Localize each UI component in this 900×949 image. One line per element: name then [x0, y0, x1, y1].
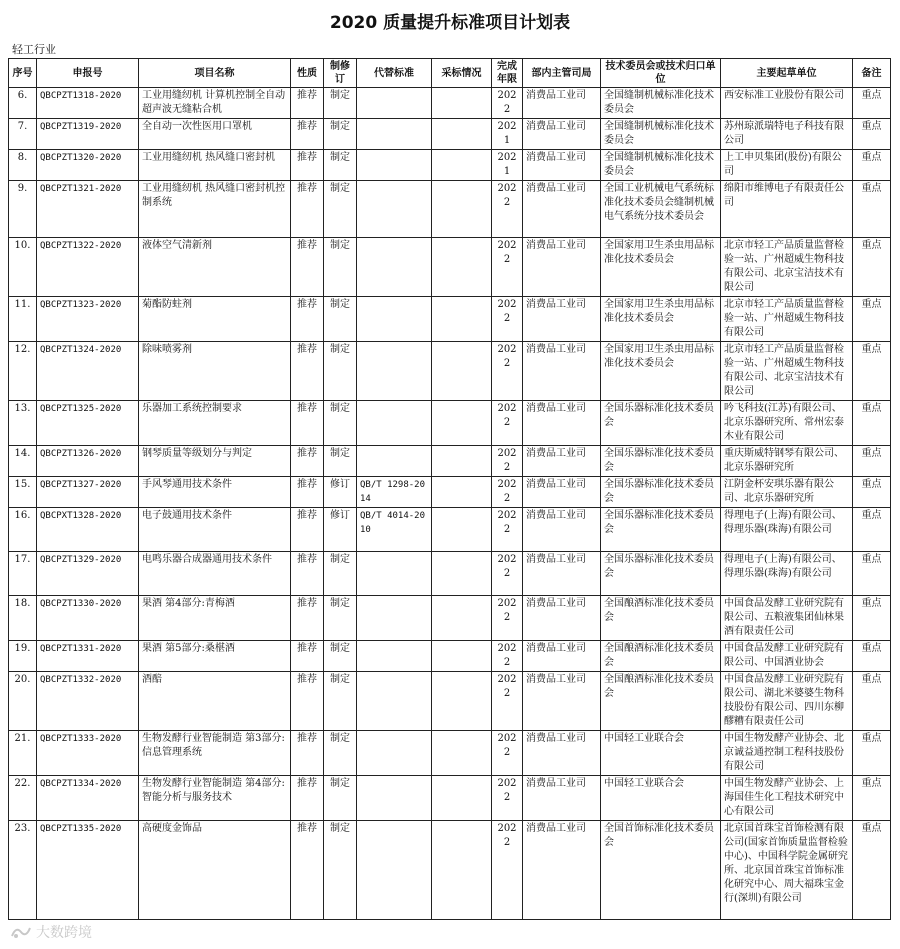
cell-replaced-standard: [357, 342, 432, 401]
cell-department: 消费品工业司: [523, 596, 601, 641]
cell-drafting-units: 得理电子(上海)有限公司、得理乐器(珠海)有限公司: [721, 508, 853, 552]
header-no: 序号: [9, 59, 37, 88]
cell-note: 重点: [853, 238, 891, 297]
table-row: [9, 181, 891, 238]
cell-drafting-units: 江阴金杯安琪乐器有限公司、北京乐器研究所: [721, 477, 853, 508]
cell-drafting-units: 中国食品发酵工业研究院有限公司、五粮液集团仙林果酒有限责任公司: [721, 596, 853, 641]
cell-note: 重点: [853, 477, 891, 508]
cell-project-name: 液体空气清新剂: [139, 238, 291, 297]
watermark-text: 大数跨境: [36, 925, 92, 941]
cell-project-name: 工业用缝纫机 计算机控制全自动超声波无缝粘合机: [139, 88, 291, 119]
cell-application-code: QBCPZT1327-2020: [37, 477, 139, 508]
cell-technical-committee: 全国酿酒标准化技术委员会: [601, 672, 721, 731]
table-row: [9, 596, 891, 641]
cell-adoption-status: [432, 297, 492, 342]
header-drafters: 主要起草单位: [721, 59, 853, 88]
header-code: 申报号: [37, 59, 139, 88]
cell-application-code: QBCPZT1324-2020: [37, 342, 139, 401]
cell-replaced-standard: [357, 150, 432, 181]
cell-application-code: QBCPZT1332-2020: [37, 672, 139, 731]
cell-application-code: QBCPZT1329-2020: [37, 552, 139, 596]
watermark-logo-icon: [10, 924, 32, 940]
cell-application-code: QBCPZT1326-2020: [37, 446, 139, 477]
cell-drafting-units: 上工申贝集团(股份)有限公司: [721, 150, 853, 181]
cell-department: 消费品工业司: [523, 88, 601, 119]
cell-revision-type: 制定: [324, 552, 357, 596]
cell-technical-committee: 全国家用卫生杀虫用品标准化技术委员会: [601, 297, 721, 342]
cell-adoption-status: [432, 821, 492, 920]
page-title: 2020 质量提升标准项目计划表: [329, 13, 571, 33]
cell-project-name: 电鸣乐器合成器通用技术条件: [139, 552, 291, 596]
cell-revision-type: 制定: [324, 731, 357, 776]
cell-technical-committee: 全国缝制机械标准化技术委员会: [601, 88, 721, 119]
cell-nature: 推荐: [291, 446, 324, 477]
table-row: [9, 88, 891, 119]
cell-completion-year: 2022: [492, 401, 523, 446]
cell-note: 重点: [853, 181, 891, 238]
cell-nature: 推荐: [291, 119, 324, 150]
cell-department: 消费品工业司: [523, 672, 601, 731]
cell-row-number: 23.: [9, 821, 37, 920]
cell-nature: 推荐: [291, 88, 324, 119]
cell-adoption-status: [432, 342, 492, 401]
cell-note: 重点: [853, 342, 891, 401]
cell-completion-year: 2022: [492, 731, 523, 776]
cell-adoption-status: [432, 401, 492, 446]
cell-note: 重点: [853, 596, 891, 641]
cell-technical-committee: 全国乐器标准化技术委员会: [601, 401, 721, 446]
cell-drafting-units: 北京市轻工产品质量监督检验一站、广州超威生物科技有限公司、北京宝洁技术有限公司: [721, 238, 853, 297]
cell-completion-year: 2022: [492, 88, 523, 119]
cell-nature: 推荐: [291, 821, 324, 920]
cell-department: 消费品工业司: [523, 119, 601, 150]
cell-note: 重点: [853, 731, 891, 776]
cell-project-name: 全自动一次性医用口罩机: [139, 119, 291, 150]
cell-adoption-status: [432, 446, 492, 477]
cell-revision-type: 制定: [324, 596, 357, 641]
cell-completion-year: 2022: [492, 776, 523, 821]
cell-technical-committee: 全国乐器标准化技术委员会: [601, 508, 721, 552]
cell-row-number: 6.: [9, 88, 37, 119]
cell-note: 重点: [853, 508, 891, 552]
header-nature: 性质: [291, 59, 324, 88]
cell-replaced-standard: [357, 238, 432, 297]
cell-completion-year: 2022: [492, 672, 523, 731]
header-replace: 代替标准: [357, 59, 432, 88]
cell-row-number: 12.: [9, 342, 37, 401]
cell-adoption-status: [432, 88, 492, 119]
cell-replaced-standard: [357, 119, 432, 150]
cell-completion-year: 2022: [492, 552, 523, 596]
cell-replaced-standard: [357, 552, 432, 596]
watermark: [10, 922, 92, 942]
cell-nature: 推荐: [291, 552, 324, 596]
cell-drafting-units: 中国生物发酵产业协会、上海国佳生化工程技术研究中心有限公司: [721, 776, 853, 821]
table-row: [9, 821, 891, 920]
cell-technical-committee: 全国缝制机械标准化技术委员会: [601, 150, 721, 181]
cell-revision-type: 制定: [324, 88, 357, 119]
cell-adoption-status: [432, 477, 492, 508]
cell-department: 消费品工业司: [523, 776, 601, 821]
cell-technical-committee: 全国工业机械电气系统标准化技术委员会缝制机械电气系统分技术委员会: [601, 181, 721, 238]
cell-row-number: 10.: [9, 238, 37, 297]
table-row: [9, 119, 891, 150]
cell-revision-type: 制定: [324, 297, 357, 342]
cell-application-code: QBCPZT1331-2020: [37, 641, 139, 672]
cell-technical-committee: 全国缝制机械标准化技术委员会: [601, 119, 721, 150]
table-header-row: [9, 59, 891, 88]
cell-replaced-standard: [357, 446, 432, 477]
cell-project-name: 果酒 第5部分:桑椹酒: [139, 641, 291, 672]
cell-row-number: 11.: [9, 297, 37, 342]
cell-revision-type: 修订: [324, 477, 357, 508]
cell-technical-committee: 中国轻工业联合会: [601, 776, 721, 821]
cell-note: 重点: [853, 401, 891, 446]
cell-row-number: 16.: [9, 508, 37, 552]
cell-technical-committee: 全国乐器标准化技术委员会: [601, 552, 721, 596]
cell-technical-committee: 全国酿酒标准化技术委员会: [601, 641, 721, 672]
cell-row-number: 13.: [9, 401, 37, 446]
cell-nature: 推荐: [291, 477, 324, 508]
cell-completion-year: 2022: [492, 238, 523, 297]
cell-revision-type: 制定: [324, 342, 357, 401]
header-note: 备注: [853, 59, 891, 88]
cell-application-code: QBCPZT1330-2020: [37, 596, 139, 641]
cell-drafting-units: 中国生物发酵产业协会、北京诚益通控制工程科技股份有限公司: [721, 731, 853, 776]
cell-revision-type: 制定: [324, 672, 357, 731]
cell-adoption-status: [432, 641, 492, 672]
cell-adoption-status: [432, 776, 492, 821]
cell-nature: 推荐: [291, 181, 324, 238]
cell-revision-type: 制定: [324, 181, 357, 238]
cell-technical-committee: 全国乐器标准化技术委员会: [601, 477, 721, 508]
cell-drafting-units: 北京市轻工产品质量监督检验一站、广州超威生物科技有限公司: [721, 297, 853, 342]
cell-project-name: 生物发酵行业智能制造 第3部分:信息管理系统: [139, 731, 291, 776]
cell-department: 消费品工业司: [523, 821, 601, 920]
cell-completion-year: 2022: [492, 181, 523, 238]
cell-technical-committee: 全国酿酒标准化技术委员会: [601, 596, 721, 641]
cell-completion-year: 2022: [492, 596, 523, 641]
cell-nature: 推荐: [291, 641, 324, 672]
cell-application-code: QBCPZT1322-2020: [37, 238, 139, 297]
cell-department: 消费品工业司: [523, 150, 601, 181]
cell-completion-year: 2022: [492, 821, 523, 920]
cell-technical-committee: 中国轻工业联合会: [601, 731, 721, 776]
cell-row-number: 20.: [9, 672, 37, 731]
table-row: [9, 150, 891, 181]
header-dept: 部内主管司局: [523, 59, 601, 88]
cell-row-number: 14.: [9, 446, 37, 477]
cell-note: 重点: [853, 150, 891, 181]
cell-technical-committee: 全国乐器标准化技术委员会: [601, 446, 721, 477]
cell-row-number: 18.: [9, 596, 37, 641]
cell-application-code: QBCPZT1320-2020: [37, 150, 139, 181]
cell-completion-year: 2022: [492, 297, 523, 342]
cell-application-code: QBCPXT1328-2020: [37, 508, 139, 552]
cell-row-number: 17.: [9, 552, 37, 596]
cell-row-number: 7.: [9, 119, 37, 150]
cell-completion-year: 2021: [492, 119, 523, 150]
cell-completion-year: 2022: [492, 641, 523, 672]
cell-department: 消费品工业司: [523, 508, 601, 552]
cell-note: 重点: [853, 88, 891, 119]
cell-replaced-standard: [357, 776, 432, 821]
cell-department: 消费品工业司: [523, 297, 601, 342]
cell-row-number: 9.: [9, 181, 37, 238]
cell-nature: 推荐: [291, 401, 324, 446]
cell-note: 重点: [853, 297, 891, 342]
cell-revision-type: 制定: [324, 641, 357, 672]
cell-replaced-standard: [357, 297, 432, 342]
cell-note: 重点: [853, 641, 891, 672]
cell-drafting-units: 中国食品发酵工业研究院有限公司、湖北米婆婆生物科技股份有限公司、四川东柳醪糟有限责任公司: [721, 672, 853, 731]
cell-nature: 推荐: [291, 297, 324, 342]
cell-completion-year: 2021: [492, 150, 523, 181]
cell-adoption-status: [432, 238, 492, 297]
cell-row-number: 19.: [9, 641, 37, 672]
cell-replaced-standard: [357, 181, 432, 238]
table-row: [9, 776, 891, 821]
cell-adoption-status: [432, 731, 492, 776]
cell-note: 重点: [853, 446, 891, 477]
cell-technical-committee: 全国家用卫生杀虫用品标准化技术委员会: [601, 238, 721, 297]
cell-department: 消费品工业司: [523, 181, 601, 238]
cell-nature: 推荐: [291, 508, 324, 552]
cell-revision-type: 制定: [324, 150, 357, 181]
cell-drafting-units: 得理电子(上海)有限公司、得理乐器(珠海)有限公司: [721, 552, 853, 596]
cell-application-code: QBCPZT1321-2020: [37, 181, 139, 238]
cell-project-name: 乐器加工系统控制要求: [139, 401, 291, 446]
cell-project-name: 工业用缝纫机 热风缝口密封机控制系统: [139, 181, 291, 238]
cell-application-code: QBCPZT1334-2020: [37, 776, 139, 821]
cell-drafting-units: 北京国首珠宝首饰检测有限公司(国家首饰质量监督检验中心)、中国科学院金属研究所、北京国首珠宝首饰标准化研究中心、周大福珠宝金行(深圳)有限公司: [721, 821, 853, 920]
cell-department: 消费品工业司: [523, 477, 601, 508]
cell-project-name: 高硬度金饰品: [139, 821, 291, 920]
cell-adoption-status: [432, 508, 492, 552]
cell-revision-type: 制定: [324, 238, 357, 297]
cell-completion-year: 2022: [492, 446, 523, 477]
cell-nature: 推荐: [291, 238, 324, 297]
cell-revision-type: 修订: [324, 508, 357, 552]
header-revise: 制修订: [324, 59, 357, 88]
cell-drafting-units: 吟飞科技(江苏)有限公司、北京乐器研究所、常州宏泰木业有限公司: [721, 401, 853, 446]
cell-nature: 推荐: [291, 776, 324, 821]
cell-replaced-standard: [357, 731, 432, 776]
table-row: [9, 641, 891, 672]
cell-replaced-standard: [357, 596, 432, 641]
cell-row-number: 8.: [9, 150, 37, 181]
cell-replaced-standard: [357, 401, 432, 446]
cell-application-code: QBCPZT1335-2020: [37, 821, 139, 920]
cell-replaced-standard: [357, 672, 432, 731]
table-row: [9, 342, 891, 401]
cell-note: 重点: [853, 672, 891, 731]
cell-note: 重点: [853, 776, 891, 821]
cell-replaced-standard: QB/T 1298-2014: [357, 477, 432, 508]
table-row: [9, 508, 891, 552]
cell-completion-year: 2022: [492, 508, 523, 552]
cell-revision-type: 制定: [324, 401, 357, 446]
cell-replaced-standard: [357, 88, 432, 119]
cell-drafting-units: 苏州琼派瑞特电子科技有限公司: [721, 119, 853, 150]
cell-department: 消费品工业司: [523, 641, 601, 672]
cell-adoption-status: [432, 150, 492, 181]
cell-project-name: 菊酯防蛀剂: [139, 297, 291, 342]
cell-application-code: QBCPZT1319-2020: [37, 119, 139, 150]
header-committee: 技术委员会或技术归口单位: [601, 59, 721, 88]
cell-department: 消费品工业司: [523, 446, 601, 477]
header-name: 项目名称: [139, 59, 291, 88]
cell-project-name: 酒醅: [139, 672, 291, 731]
cell-nature: 推荐: [291, 150, 324, 181]
cell-replaced-standard: QB/T 4014-2010: [357, 508, 432, 552]
table-row: [9, 731, 891, 776]
cell-nature: 推荐: [291, 596, 324, 641]
cell-project-name: 工业用缝纫机 热风缝口密封机: [139, 150, 291, 181]
industry-label: 轻工行业: [12, 43, 56, 56]
cell-nature: 推荐: [291, 342, 324, 401]
cell-row-number: 15.: [9, 477, 37, 508]
cell-completion-year: 2022: [492, 477, 523, 508]
cell-nature: 推荐: [291, 672, 324, 731]
cell-department: 消费品工业司: [523, 401, 601, 446]
cell-application-code: QBCPZT1318-2020: [37, 88, 139, 119]
cell-project-name: 手风琴通用技术条件: [139, 477, 291, 508]
cell-adoption-status: [432, 672, 492, 731]
cell-nature: 推荐: [291, 731, 324, 776]
cell-department: 消费品工业司: [523, 731, 601, 776]
cell-revision-type: 制定: [324, 821, 357, 920]
table-row: [9, 297, 891, 342]
header-year: 完成年限: [492, 59, 523, 88]
cell-revision-type: 制定: [324, 446, 357, 477]
cell-project-name: 电子鼓通用技术条件: [139, 508, 291, 552]
table-row: [9, 672, 891, 731]
cell-drafting-units: 重庆斯威特钢琴有限公司、北京乐器研究所: [721, 446, 853, 477]
header-adopt: 采标情况: [432, 59, 492, 88]
cell-row-number: 22.: [9, 776, 37, 821]
cell-adoption-status: [432, 119, 492, 150]
cell-technical-committee: 全国家用卫生杀虫用品标准化技术委员会: [601, 342, 721, 401]
cell-application-code: QBCPZT1323-2020: [37, 297, 139, 342]
cell-application-code: QBCPZT1333-2020: [37, 731, 139, 776]
cell-adoption-status: [432, 552, 492, 596]
cell-adoption-status: [432, 596, 492, 641]
cell-application-code: QBCPZT1325-2020: [37, 401, 139, 446]
table-row: [9, 238, 891, 297]
cell-project-name: 果酒 第4部分:青梅酒: [139, 596, 291, 641]
cell-replaced-standard: [357, 641, 432, 672]
table-row: [9, 446, 891, 477]
cell-row-number: 21.: [9, 731, 37, 776]
cell-note: 重点: [853, 821, 891, 920]
cell-drafting-units: 中国食品发酵工业研究院有限公司、中国酒业协会: [721, 641, 853, 672]
cell-replaced-standard: [357, 821, 432, 920]
cell-project-name: 钢琴质量等级划分与判定: [139, 446, 291, 477]
table-row: [9, 552, 891, 596]
table-row: [9, 401, 891, 446]
table-row: [9, 477, 891, 508]
cell-revision-type: 制定: [324, 119, 357, 150]
cell-drafting-units: 西安标准工业股份有限公司: [721, 88, 853, 119]
cell-drafting-units: 绵阳市维博电子有限责任公司: [721, 181, 853, 238]
cell-completion-year: 2022: [492, 342, 523, 401]
cell-department: 消费品工业司: [523, 342, 601, 401]
cell-technical-committee: 全国首饰标准化技术委员会: [601, 821, 721, 920]
cell-note: 重点: [853, 552, 891, 596]
cell-adoption-status: [432, 181, 492, 238]
cell-note: 重点: [853, 119, 891, 150]
cell-department: 消费品工业司: [523, 552, 601, 596]
cell-project-name: 除味喷雾剂: [139, 342, 291, 401]
cell-project-name: 生物发酵行业智能制造 第4部分:智能分析与服务技术: [139, 776, 291, 821]
cell-revision-type: 制定: [324, 776, 357, 821]
standards-plan-table: [8, 58, 891, 920]
cell-drafting-units: 北京市轻工产品质量监督检验一站、广州超威生物科技有限公司、北京宝洁技术有限公司: [721, 342, 853, 401]
cell-department: 消费品工业司: [523, 238, 601, 297]
